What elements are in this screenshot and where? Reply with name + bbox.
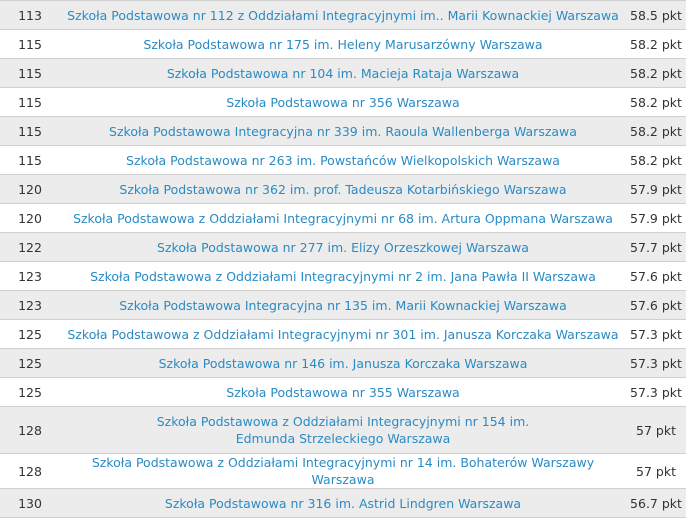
school-link[interactable]: Szkoła Podstawowa nr 355 Warszawa [226, 384, 460, 400]
table-row [0, 454, 686, 489]
points-cell: 58.2 pkt [626, 59, 686, 88]
rank-cell: 128 [0, 454, 60, 489]
table-row [0, 233, 686, 262]
rank-cell: 130 [0, 489, 60, 518]
rank-cell: 115 [0, 117, 60, 146]
table-row [0, 88, 686, 117]
points-cell: 58.2 pkt [626, 30, 686, 59]
rank-cell: 125 [0, 320, 60, 349]
points-cell: 57.9 pkt [626, 175, 686, 204]
points-cell: 57.6 pkt [626, 291, 686, 320]
rank-cell: 128 [0, 407, 60, 454]
points-cell: 57 pkt [626, 454, 686, 489]
school-link[interactable]: Szkoła Podstawowa z Oddziałami Integracyjnymi nr 68 im. Artura Oppmana Warszawa [73, 210, 613, 226]
school-link[interactable]: Szkoła Podstawowa Integracyjna nr 135 im. Marii Kownackiej Warszawa [119, 297, 567, 313]
table-row [0, 489, 686, 518]
table-row [0, 407, 686, 454]
school-link[interactable]: Szkoła Podstawowa nr 112 z Oddziałami Integracyjnymi im.. Marii Kownackiej Warszawa [67, 7, 619, 23]
school-link[interactable]: Szkoła Podstawowa z Oddziałami Integracyjnymi nr 301 im. Janusza Korczaka Warszawa [67, 326, 619, 342]
rank-cell: 125 [0, 378, 60, 407]
school-link[interactable]: Szkoła Podstawowa Integracyjna nr 339 im. Raoula Wallenberga Warszawa [109, 123, 577, 139]
points-cell: 56.7 pkt [626, 489, 686, 518]
table-row [0, 378, 686, 407]
rank-cell: 115 [0, 59, 60, 88]
table-row [0, 30, 686, 59]
table-row [0, 320, 686, 349]
table-row [0, 349, 686, 378]
school-link[interactable]: Szkoła Podstawowa z Oddziałami Integracyjnymi nr 2 im. Jana Pawła II Warszawa [90, 268, 596, 284]
table-row [0, 262, 686, 291]
rank-cell: 113 [0, 1, 60, 30]
rank-cell: 123 [0, 291, 60, 320]
table-row [0, 1, 686, 30]
points-cell: 58.2 pkt [626, 117, 686, 146]
points-cell: 57.6 pkt [626, 262, 686, 291]
school-link[interactable]: Szkoła Podstawowa nr 277 im. Elizy Orzeszkowej Warszawa [157, 239, 529, 255]
points-cell: 57.3 pkt [626, 320, 686, 349]
rank-cell: 125 [0, 349, 60, 378]
school-link[interactable]: Szkoła Podstawowa nr 175 im. Heleny Marusarzówny Warszawa [143, 36, 543, 52]
points-cell: 58.5 pkt [626, 1, 686, 30]
rank-cell: 120 [0, 204, 60, 233]
school-link[interactable]: Szkoła Podstawowa nr 356 Warszawa [226, 94, 460, 110]
rank-cell: 122 [0, 233, 60, 262]
school-link[interactable]: Szkoła Podstawowa nr 316 im. Astrid Lindgren Warszawa [164, 495, 522, 511]
school-link[interactable]: Szkoła Podstawowa nr 263 im. Powstańców Wielkopolskich Warszawa [126, 152, 560, 168]
points-cell: 57.3 pkt [626, 349, 686, 378]
points-cell: 58.2 pkt [626, 88, 686, 117]
rank-cell: 120 [0, 175, 60, 204]
table-row [0, 204, 686, 233]
rank-cell: 115 [0, 88, 60, 117]
table-row [0, 59, 686, 88]
points-cell: 57.3 pkt [626, 378, 686, 407]
rank-cell: 115 [0, 30, 60, 59]
school-link[interactable]: Szkoła Podstawowa nr 362 im. prof. Tadeusza Kotarbińskiego Warszawa [119, 181, 567, 197]
school-link[interactable]: Szkoła Podstawowa z Oddziałami Integracyjnymi nr 154 im. Edmunda Strzeleckiego Warszawa [156, 414, 530, 446]
table-row [0, 175, 686, 204]
rank-cell: 115 [0, 146, 60, 175]
ranking-table-body [0, 1, 686, 518]
points-cell: 57.7 pkt [626, 233, 686, 262]
points-cell: 57 pkt [626, 407, 686, 454]
points-cell: 57.9 pkt [626, 204, 686, 233]
table-row [0, 146, 686, 175]
table-row [0, 117, 686, 146]
points-cell: 58.2 pkt [626, 146, 686, 175]
school-link[interactable]: Szkoła Podstawowa nr 146 im. Janusza Korczaka Warszawa [158, 355, 528, 371]
table-row [0, 291, 686, 320]
school-link[interactable]: Szkoła Podstawowa nr 104 im. Macieja Rataja Warszawa [166, 65, 520, 81]
school-link[interactable]: Szkoła Podstawowa z Oddziałami Integracyjnymi nr 14 im. Bohaterów Warszawy Warszawa [91, 455, 595, 487]
rank-cell: 123 [0, 262, 60, 291]
